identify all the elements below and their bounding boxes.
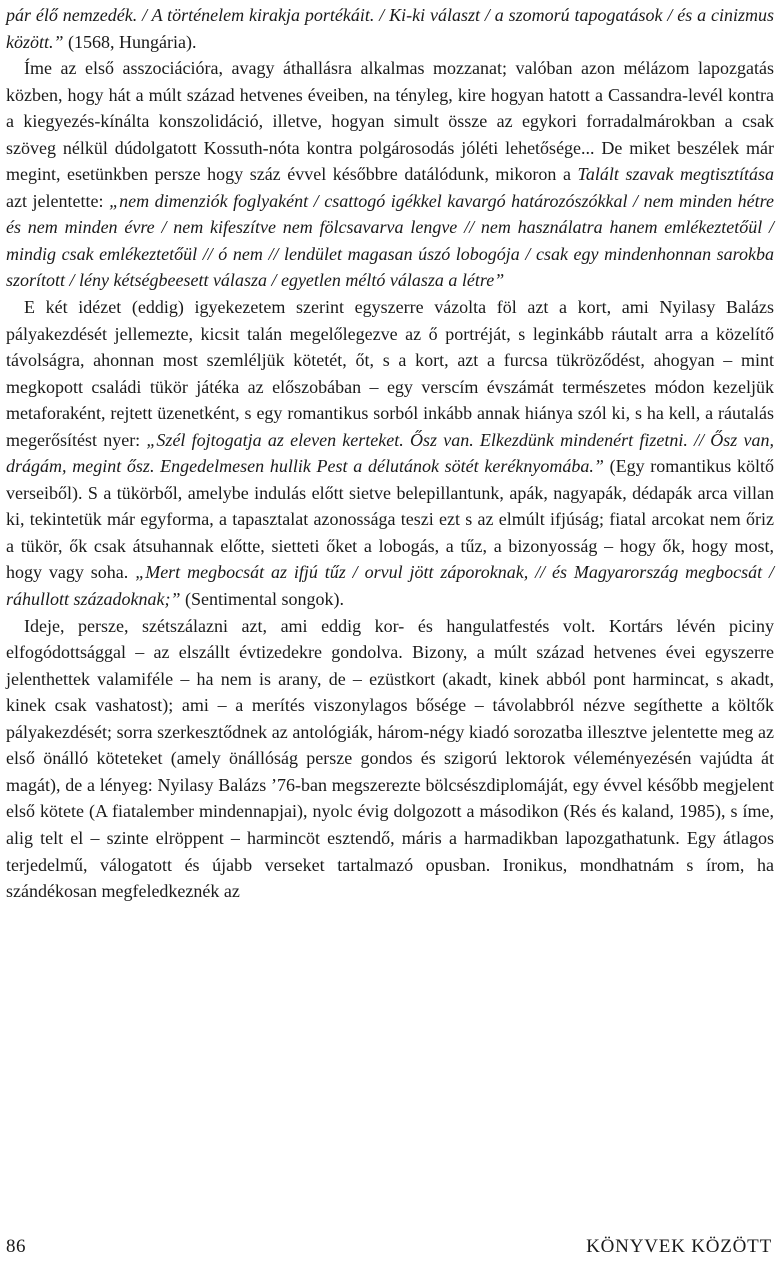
quoted-text: Talált szavak megtisztítása — [577, 164, 775, 185]
body-text: Íme az első asszociációra, avagy áthallásra alkalmas mozzanat; valóban azon mélázom lapozgatás közben, hogy hát a múlt század hetvenes éveiben, na tényleg, kire hogyan hatott a Cassandra-levél kontra a kiegyezés-kínálta konszolidáció, illetve, hogyan simult össze az egykori forradalmárokban a csak szöveg nélkül dúdolgatott Kossuth-nóta kontra polgárosodás jóléti lehetősége... De miket beszélek már megint, esetünkben persze hogy száz évvel későbbre datálódunk, mikoron a — [6, 58, 774, 185]
body-paragraph — [6, 55, 774, 294]
body-text: (Sentimental songok). — [180, 589, 344, 610]
page-footer — [6, 1236, 772, 1266]
quoted-text: „Mert megbocsát az ifjú tűz / orvul jött záporoknak, // és Magyarország megbocsát / ráhullott századoknak;” — [6, 562, 774, 610]
journal-title: KÖNYVEK KÖZÖTT — [586, 1236, 772, 1257]
quoted-text: pár élő nemzedék. / A történelem kirakja portékáit. / Ki-ki választ / a szomorú tapogatások / és a cinizmus között.” — [6, 5, 774, 52]
body-text: (Egy romantikus költő verseiből). S a tükörből, amelybe indulás előtt sietve belepillantunk, apák, nagyapák, dédapák arca villan ki, tekintetük már egyforma, a tapasztalat azonossága teszi ezt s az elmúlt ifjúság; fiatal arcokat nem őriz a tükör, ők csak átsuhannak előtte, sietteti őket a lobogás, a tűz, a bizonyosság – hogy ők, hogy most, hogy vagy soha. — [6, 456, 774, 583]
document-page — [6, 2, 774, 905]
body-paragraph — [6, 294, 774, 613]
body-text: E két idézet (eddig) igyekezetem szerint egyszerre vázolta föl azt a kort, ami Nyilasy Balázs pályakezdését jellemezte, kicsit talán megelőlegezve az ő portréját, s leginkább ráutalt arra a közelítő távolságra, ahonnan most szemléljük kötetét, őt, s a kort, azt a furcsa tükröződést, ahogyan – mint megkopott családi tükör játéka az előszobában – egy verscím évszámát természetes módon kezeljük metaforaként, rejtett üzenetként, s egy romantikus sorból inkább annak hiánya szól ki, s ha kell, a ráutalás megerősítést nyer: — [6, 297, 774, 450]
page-number: 86 — [6, 1236, 26, 1257]
body-paragraph — [6, 2, 774, 55]
body-text: (1568, Hungária). — [63, 31, 197, 52]
quoted-text: „nem dimenziók foglyaként / csattogó igékkel kavargó határozószókkal / nem minden hétre és nem minden évre / nem kifeszítve nem fölcsavarva lengve // nem használatra hanem emlékeztetőül / mindig csak emlékeztetőül // ó nem // lendület magasan úszó lobogója / csak egy mindenhonnan sarokba szorított / lény kétségbeesett válasza / egyetlen méltó válasza a létre” — [6, 190, 774, 291]
body-text: azt jelentette: — [6, 190, 110, 211]
body-text: Ideje, persze, szétszálazni azt, ami eddig kor- és hangulatfestés volt. Kortárs lévén piciny elfogódottsággal – az elszállt évtizedekre gondolva. Bizony, a múlt század hetvenes évei egyszerre jelenthettek valamiféle – ha nem is arany, de – ezüstkort (akadt, kinek abból pont harmincat, s akadt, kinek csak vashatost); ami – a merítés viszonylagos bősége – távolabbról nézve segíthette a költők pályakezdését; sorra szerkesztődnek az antológiák, három-négy kiadó sorozatba illesztve jelentette meg az első önálló köteteket (amely önállóság persze gondos és szigorú lektorok véleményezésén vajúdta át magát), de a lényeg: Nyilasy Balázs ’76-ban megszerezte bölcsészdiplomáját, egy évvel később megjelent első kötete (A fiatalember mindennapjai), nyolc évig dolgozott a másodikon (Rés és kaland, 1985), s íme, alig telt el – szinte elröppent – harmincöt esztendő, máris a harmadikban lapozgathatunk. Egy átlagos terjedelmű, válogatott és újabb verseket tartalmazó opusban. Ironikus, mondhatnám s írom, ha szándékosan megfeledkeznék az — [6, 615, 774, 902]
body-paragraph — [6, 613, 774, 905]
quoted-text: „Szél fojtogatja az eleven kerteket. Ősz van. Elkezdünk mindenért fizetni. // Ősz van, drágám, megint ősz. Engedelmesen hullik Pest a délutánok sötét keréknyomába.” — [6, 429, 774, 477]
